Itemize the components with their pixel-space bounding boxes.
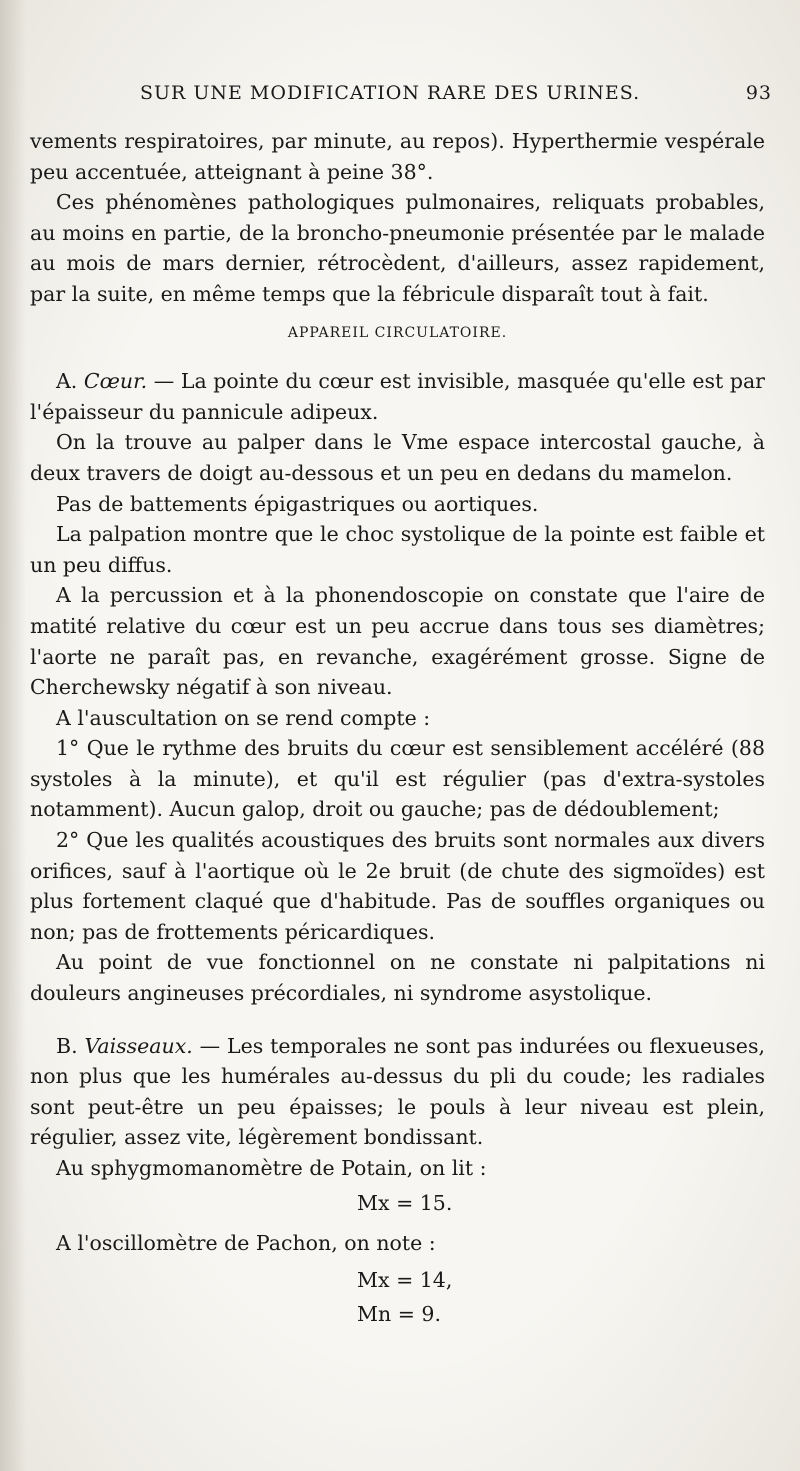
formula: Mx = 15.: [357, 1190, 453, 1215]
paragraph-label: A.: [56, 369, 78, 394]
section-heading: APPAREIL CIRCULATOIRE.: [287, 324, 508, 341]
paragraph-text: — La pointe du cœur est invisible, masquée qu'elle est par l'épaisseur du pannicule adipeux.: [30, 369, 765, 424]
formula: Mn = 9.: [357, 1302, 441, 1327]
paragraph: [30, 1031, 765, 1153]
paragraph-label: B.: [56, 1033, 78, 1058]
paragraph: Au sphygmomanomètre de Potain, on lit :: [56, 1156, 487, 1180]
paragraph: On la trouve au palper dans le Vme espace intercostal gauche, à deux travers de doigt au-dessous et un peu en dedans du mamelon.: [30, 430, 765, 485]
page-edge-shadow: [0, 0, 26, 1471]
paragraph: Ces phénomènes pathologiques pulmonaires, reliquats probables, au moins en partie, de la broncho-pneumonie présentée par le malade au mois de mars dernier, rétrocèdent, d'ailleurs, assez rapidement, par la suite, en même temps que la fébricule disparaît tout à fait.: [30, 190, 765, 306]
running-head-title: SUR UNE MODIFICATION RARE DES URINES.: [140, 82, 641, 104]
paragraph: 1° Que le rythme des bruits du cœur est sensiblement accéléré (88 systoles à la minute), et qu'il est régulier (pas d'extra-systoles notamment). Aucun galop, droit ou gauche; pas de dédoublement;: [30, 736, 765, 822]
paragraph-text: — Les temporales ne sont pas indurées ou flexueuses, non plus que les humérales au-dessus du pli du coude; les radiales sont peut-être un peu épaisses; le pouls à leur niveau est plein, régulier, assez vite, légèrement bondissant.: [30, 1033, 765, 1150]
running-head: [30, 82, 772, 112]
paragraph-prefix: Cœur.: [83, 369, 148, 394]
paragraph: Au point de vue fonctionnel on ne constate ni palpitations ni douleurs angineuses précordiales, ni syndrome asystolique.: [30, 950, 765, 1006]
paragraph: A la percussion et à la phonendoscopie on constate que l'aire de matité relative du cœur est un peu accrue dans tous ses diamètres; l'aorte ne paraît pas, en revanche, exagérément grosse. Signe de Cherchewsky négatif à son niveau.: [30, 583, 765, 700]
page-number: 93: [745, 82, 772, 104]
paragraph: 2° Que les qualités acoustiques des bruits sont normales aux divers orifices, sauf à l'aortique où le 2e bruit (de chute des sigmoïdes) est plus fortement claqué que d'habitude. Pas de souffles organiques ou non; pas de frottements péricardiques.: [30, 828, 765, 944]
paragraph: [30, 366, 765, 427]
paragraph: A l'auscultation on se rend compte :: [56, 705, 431, 730]
body-text: [30, 126, 765, 1334]
spacer: [30, 1009, 765, 1031]
paragraph: Pas de battements épigastriques ou aortiques.: [56, 491, 539, 516]
paragraph: vements respiratoires, par minute, au repos). Hyperthermie vespérale peu accentuée, atteignant à peine 38°.: [30, 129, 765, 184]
paragraph: La palpation montre que le choc systolique de la pointe est faible et un peu diffus.: [30, 522, 765, 577]
formula: Mx = 14,: [357, 1267, 453, 1292]
paragraph-prefix: Vaisseaux.: [84, 1033, 193, 1058]
paragraph: A l'oscillomètre de Pachon, on note :: [56, 1231, 436, 1256]
